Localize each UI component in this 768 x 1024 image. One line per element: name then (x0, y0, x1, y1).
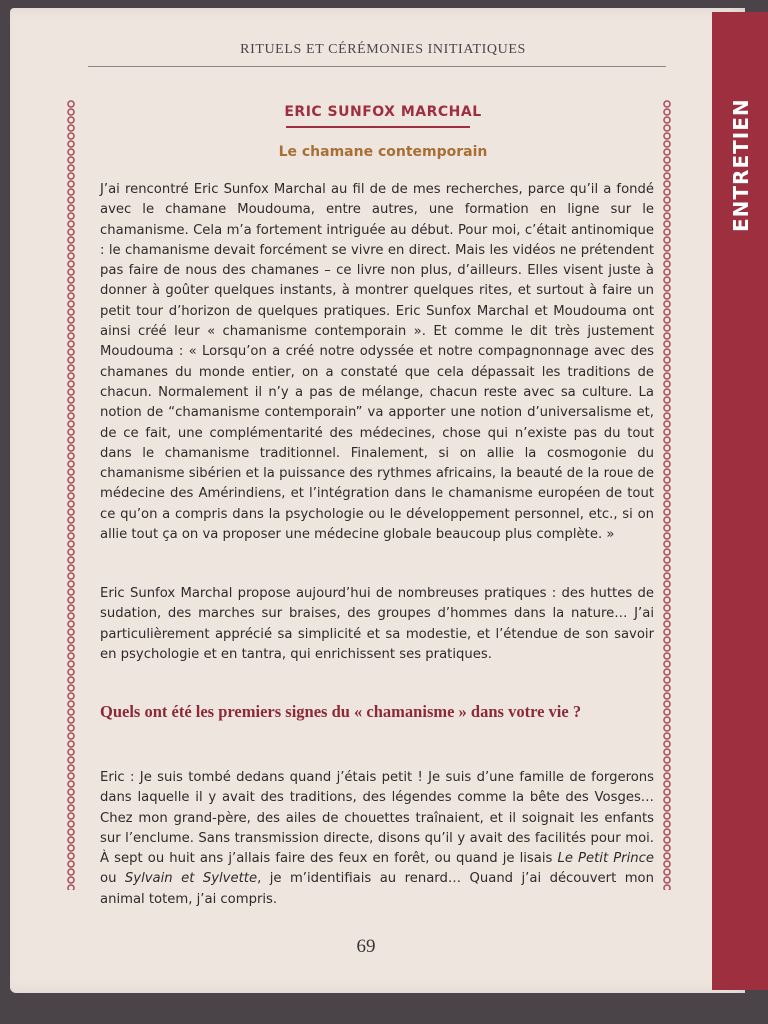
article-subtitle: Le chamane contemporain (278, 144, 488, 160)
left-ornament-border (64, 100, 78, 890)
page-number: 69 (356, 936, 376, 957)
running-head: RITUELS ET CÉRÉMONIES INITIATIQUES (240, 42, 526, 57)
answer-paragraph (100, 768, 654, 910)
answer-text-2: ou (100, 871, 125, 887)
practices-paragraph: Eric Sunfox Marchal propose aujourd’hui de nombreuses pratiques : des huttes de sudation, des marches sur braises, des groupes d’hommes dans la nature… J’ai particulièrement apprécié sa simplicité et sa modestie, et l’étendue de son savoir en psychologie et en tantra, qui enrichissent ses pratiques. (100, 586, 654, 662)
running-head-rule (88, 66, 666, 67)
book-title-1: Le Petit Prince (557, 851, 654, 867)
side-tab-label: ENTRETIEN (729, 98, 753, 232)
answer-text-1: Eric : Je suis tombé dedans quand j’étais petit ! Je suis d’une famille de forgerons dans laquelle il y avait des traditions, des légendes comme la bête des Vosges… Chez mon grand-père, des ailes de chouettes traînaient, et il soignait les enfants sur l’enclume. Sans transmission directe, disons qu’il y avait des facilités pour moi. À sept ou huit ans j’allais faire des feux en forêt, ou quand je lisais (100, 770, 654, 867)
intro-paragraph: J’ai rencontré Eric Sunfox Marchal au fil de de mes recherches, parce qu’il a fondé avec le chamane Moudouma, entre autres, une formation en ligne sur le chamanisme. Cela m’a fortement intriguée au début. Pour moi, c’était antinomique : le chamanisme devait forcément se vivre en direct. Mais les vidéos ne prétendent pas faire de nous des chamanes – ce livre non plus, d’ailleurs. Elles visent juste à donner à goûter quelques instants, à montrer quelques rites, et surtout à faire un petit tour d’horizon de quelques pratiques. Eric Sunfox Marchal et Moudouma ont ainsi créé leur « chamanisme contemporain ». Et comme le dit très justement Moudouma : « Lorsqu’on a créé notre odyssée et notre compagnonnage avec des chamanes du monde entier, on a constaté que cela dépassait les traditions de chacun. Normalement il n’y a pas de mélange, chacun reste avec sa culture. La notion de “chamanisme contemporain” va apporter une notion d’universalisme et, de ce fait, une complémentarité des médecines, chose qui n’existe pas du tout dans le chamanisme traditionnel. Finalement, si on allie la cosmogonie du chamanisme sibérien et la puissance des rythmes africains, la beauté de la roue de médecine des Amérindiens, et l’intégration dans le chamanisme européen de tout ce qu’on a compris dans la psychologie ou le développement personnel, etc., si on allie tout ça on va proposer une médecine globale beaucoup plus complète. » (100, 182, 654, 543)
interviewee-name: ERIC SUNFOX MARCHAL (284, 104, 482, 120)
answer-text-3: , je m’identifiais au renard… Quand j’ai découvert mon animal totem, j’ai compris. (100, 871, 654, 907)
book-title-2: Sylvain et Sylvette (124, 871, 258, 887)
name-underline (286, 126, 470, 128)
interview-question: Quels ont été les premiers signes du « chamanisme » dans votre vie ? (100, 702, 582, 721)
right-ornament-border (660, 100, 674, 890)
